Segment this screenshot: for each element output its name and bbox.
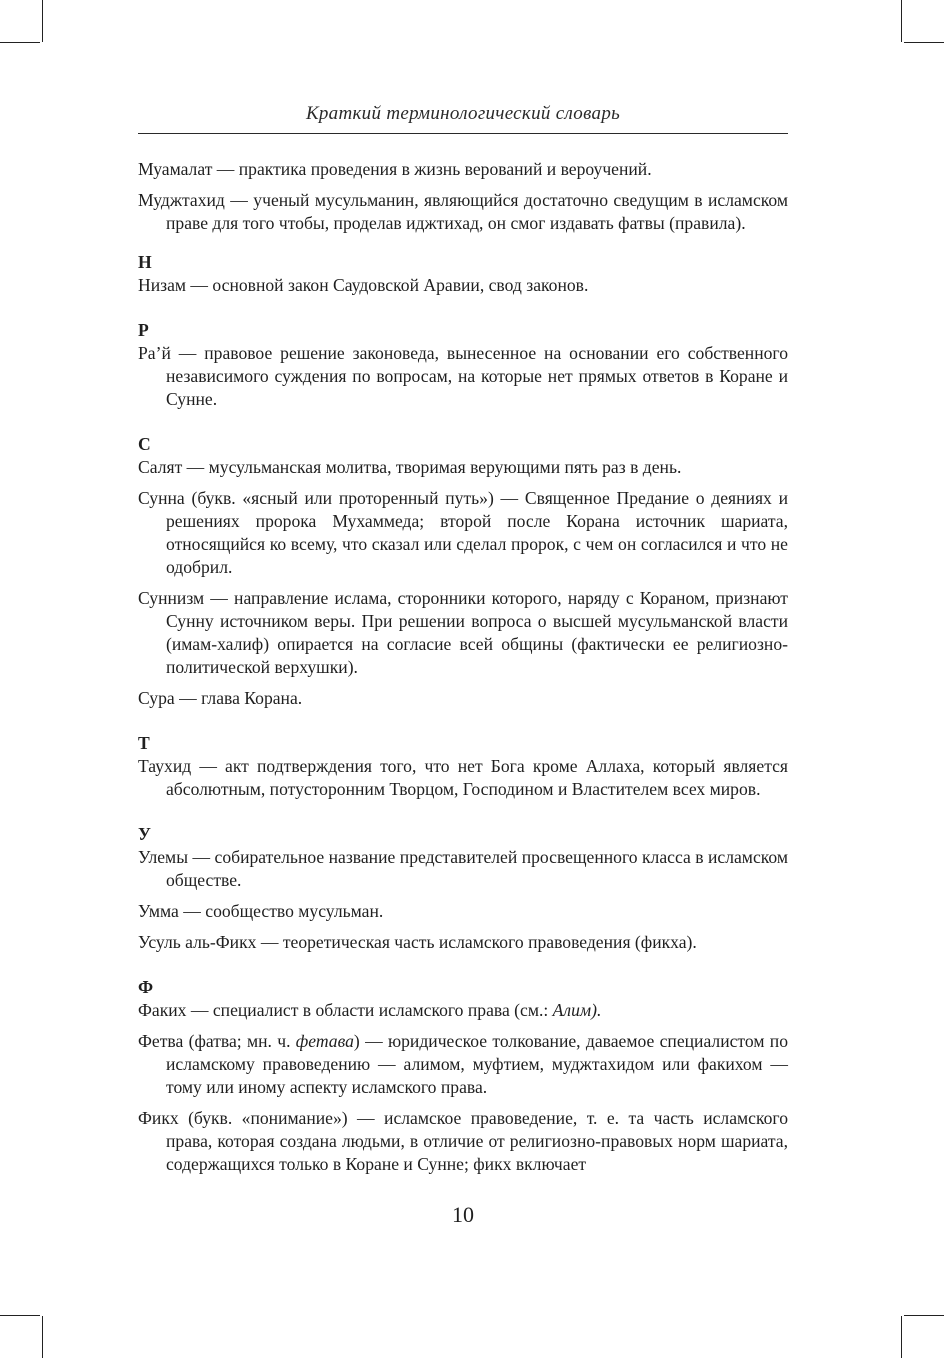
crop-mark-bottom-right-vertical [901, 1316, 902, 1358]
entry-ray: Ра’й — правовое решение законоведа, вынесенное на основании его собственного независимого суждения по вопросам, на которые нет прямых ответов в Коране и Сунне. [138, 343, 788, 409]
entry-umma: Умма — сообщество мусульман. [138, 901, 384, 921]
entry-salyat: Салят — мусульманская молитва, творимая верующими пять раз в день. [138, 457, 682, 477]
entry-fetva-end: ) — юридическое толкование, даваемое специалистом по исламскому правоведению — алимом, муфтием, муджтахидом или факихом — тому или иному аспекту исламского права. [166, 1031, 788, 1097]
entry-sunnizm: Суннизм — направление ислама, сторонники которого, наряду с Кораном, признают Сунну источником веры. При решении вопроса о высшей мусульманской власти (имам-халиф) опирается на согласие всей общины (фактически ее религиозно-политической верхушки). [138, 588, 788, 677]
entry-fetva [138, 1030, 788, 1099]
crop-mark-top-right-vertical [901, 0, 902, 42]
running-header: Краткий терминологический словарь [305, 103, 621, 124]
section-letter-u: У [138, 824, 151, 844]
entry-fetva-plural: фетава [295, 1031, 354, 1051]
crop-mark-bottom-right-horizontal [904, 1315, 944, 1316]
entry-fakih-text: Факих — специалист в области исламского права (см.: [138, 1000, 553, 1020]
entry-nizam: Низам — основной закон Саудовской Аравии, свод законов. [138, 275, 589, 295]
crop-mark-bottom-left-horizontal [0, 1315, 40, 1316]
entry-taukhid: Таухид — акт подтверждения того, что нет Бога кроме Аллаха, который является абсолютным, потусторонним Творцом, Господином и Властителем всех миров. [138, 756, 788, 799]
entry-fetva-start: Фетва (фатва; мн. ч. [138, 1031, 296, 1051]
entry-fakih-reference: Алим). [552, 1000, 602, 1020]
entry-sunna: Сунна (букв. «ясный или проторенный путь») — Священное Предание о деяниях и решениях пророка Мухаммеда; второй после Корана источник шариата, относящийся ко всему, что сказал или сделал пророк, с чем он согласился и что не одобрил. [138, 488, 788, 577]
section-letter-n: Н [138, 252, 152, 272]
section-letter-s: С [138, 434, 151, 454]
header-rule [138, 133, 788, 134]
entry-usul-al-fikh: Усуль аль-Фикх — теоретическая часть исламского правоведения (фикха). [138, 932, 697, 952]
entry-mudzhtakhid: Муджтахид — ученый мусульманин, являющийся достаточно сведущим в исламском праве для того чтобы, проделав иджтихад, он смог издавать фатвы (правила). [138, 190, 788, 233]
entry-muamalat: Муамалат — практика проведения в жизнь верований и вероучений. [138, 159, 652, 179]
section-letter-t: Т [138, 733, 150, 753]
crop-mark-top-right-horizontal [904, 42, 944, 43]
entry-fakih [138, 999, 788, 1022]
crop-mark-top-left-horizontal [0, 42, 40, 43]
section-letter-f: Ф [138, 977, 154, 997]
entry-fikh: Фикх (букв. «понимание») — исламское правоведение, т. е. та часть исламского права, которая создана людьми, в отличие от религиозно-правовых норм шариата, содержащихся только в Коране и Сунне; фикх включает [138, 1108, 788, 1174]
entry-sura: Сура — глава Корана. [138, 688, 303, 708]
crop-mark-top-left-vertical [42, 0, 43, 42]
crop-mark-bottom-left-vertical [42, 1316, 43, 1358]
glossary-content [138, 158, 788, 1176]
entry-ulemy: Улемы — собирательное название представителей просвещенного класса в исламском обществе. [138, 847, 788, 890]
page-number: 10 [452, 1202, 474, 1227]
section-letter-r: Р [138, 320, 149, 340]
